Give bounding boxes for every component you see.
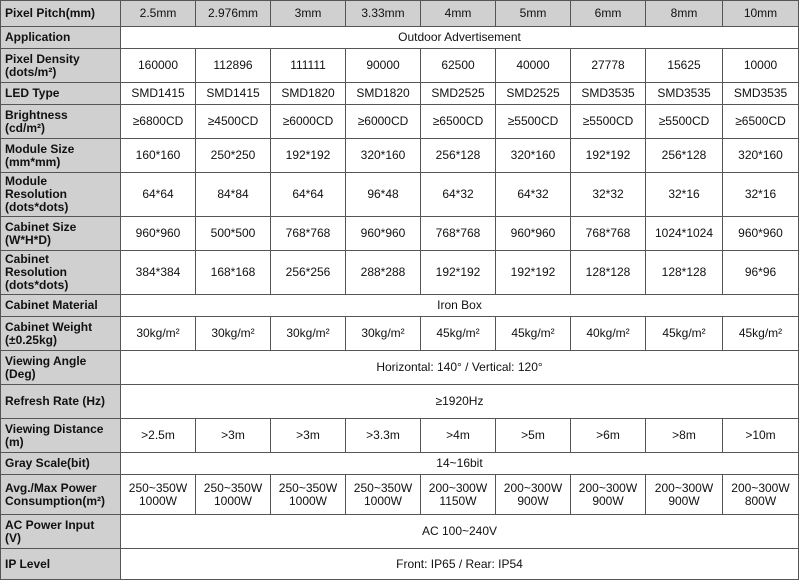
row-cabinet — [1, 251, 799, 295]
value-cell: >3.3m — [346, 419, 421, 453]
merged-value-cell: 14~16bit — [121, 453, 799, 475]
value-cell: ≥6000CD — [346, 105, 421, 139]
value-cell: 64*32 — [496, 173, 571, 217]
row-label: Module Size (mm*mm) — [1, 139, 121, 173]
value-cell: 10000 — [723, 49, 799, 83]
column-header: 6mm — [571, 1, 646, 27]
value-cell: ≥5500CD — [646, 105, 723, 139]
row-viewing-distance — [1, 419, 799, 453]
column-header: 2.5mm — [121, 1, 196, 27]
row-module — [1, 173, 799, 217]
value-cell: SMD3535 — [723, 83, 799, 105]
value-cell: SMD2525 — [496, 83, 571, 105]
row-label: Viewing Distance (m) — [1, 419, 121, 453]
value-cell: 111111 — [271, 49, 346, 83]
value-cell: 960*960 — [121, 217, 196, 251]
value-cell: 256*128 — [421, 139, 496, 173]
value-cell: 30kg/m² — [121, 317, 196, 351]
value-cell: 32*16 — [723, 173, 799, 217]
value-cell: 128*128 — [571, 251, 646, 295]
row-ac-power-input — [1, 515, 799, 549]
value-cell: SMD3535 — [571, 83, 646, 105]
value-cell: 200~300W 900W — [646, 475, 723, 515]
value-cell: 256*128 — [646, 139, 723, 173]
value-cell: 32*32 — [571, 173, 646, 217]
row-gray-scale-bit — [1, 453, 799, 475]
value-cell: SMD1415 — [196, 83, 271, 105]
value-cell: 250*250 — [196, 139, 271, 173]
value-cell: 45kg/m² — [421, 317, 496, 351]
row-label: Pixel Density (dots/m²) — [1, 49, 121, 83]
value-cell: SMD1415 — [121, 83, 196, 105]
value-cell: 96*96 — [723, 251, 799, 295]
column-header: 5mm — [496, 1, 571, 27]
value-cell: 30kg/m² — [271, 317, 346, 351]
row-label: AC Power Input (V) — [1, 515, 121, 549]
column-header: 8mm — [646, 1, 723, 27]
row-led-type — [1, 83, 799, 105]
value-cell: >3m — [196, 419, 271, 453]
value-cell: SMD3535 — [646, 83, 723, 105]
value-cell: 40000 — [496, 49, 571, 83]
value-cell: 250~350W 1000W — [121, 475, 196, 515]
value-cell: 32*16 — [646, 173, 723, 217]
value-cell: 250~350W 1000W — [271, 475, 346, 515]
row-ip-level — [1, 549, 799, 580]
value-cell: 160000 — [121, 49, 196, 83]
value-cell: 45kg/m² — [646, 317, 723, 351]
row-label: Pixel Pitch(mm) — [1, 1, 121, 27]
value-cell: >4m — [421, 419, 496, 453]
value-cell: 288*288 — [346, 251, 421, 295]
value-cell: 200~300W 900W — [571, 475, 646, 515]
column-header: 10mm — [723, 1, 799, 27]
row-label: Module Resolution (dots*dots) — [1, 173, 121, 217]
merged-value-cell: Front: IP65 / Rear: IP54 — [121, 549, 799, 580]
value-cell: 27778 — [571, 49, 646, 83]
value-cell: 200~300W 1150W — [421, 475, 496, 515]
value-cell: 960*960 — [723, 217, 799, 251]
value-cell: 128*128 — [646, 251, 723, 295]
value-cell: 30kg/m² — [346, 317, 421, 351]
row-viewing-angle — [1, 351, 799, 385]
value-cell: 384*384 — [121, 251, 196, 295]
row-label: Refresh Rate (Hz) — [1, 385, 121, 419]
value-cell: 90000 — [346, 49, 421, 83]
value-cell: 1024*1024 — [646, 217, 723, 251]
merged-value-cell: ≥1920Hz — [121, 385, 799, 419]
value-cell: 320*160 — [496, 139, 571, 173]
value-cell: >3m — [271, 419, 346, 453]
value-cell: 192*192 — [271, 139, 346, 173]
value-cell: >8m — [646, 419, 723, 453]
value-cell: ≥6500CD — [723, 105, 799, 139]
column-header: 3.33mm — [346, 1, 421, 27]
value-cell: 15625 — [646, 49, 723, 83]
value-cell: 250~350W 1000W — [346, 475, 421, 515]
row-label: Cabinet Weight (±0.25kg) — [1, 317, 121, 351]
row-label: Cabinet Size (W*H*D) — [1, 217, 121, 251]
value-cell: ≥6500CD — [421, 105, 496, 139]
value-cell: 84*84 — [196, 173, 271, 217]
row-label: Application — [1, 27, 121, 49]
value-cell: >6m — [571, 419, 646, 453]
column-header: 3mm — [271, 1, 346, 27]
value-cell: 45kg/m² — [723, 317, 799, 351]
value-cell: 768*768 — [421, 217, 496, 251]
value-cell: 30kg/m² — [196, 317, 271, 351]
value-cell: 200~300W 800W — [723, 475, 799, 515]
value-cell: 250~350W 1000W — [196, 475, 271, 515]
merged-value-cell: Iron Box — [121, 295, 799, 317]
value-cell: 96*48 — [346, 173, 421, 217]
value-cell: 768*768 — [571, 217, 646, 251]
row-refresh-rate-hz — [1, 385, 799, 419]
value-cell: ≥4500CD — [196, 105, 271, 139]
value-cell: 192*192 — [421, 251, 496, 295]
value-cell: >5m — [496, 419, 571, 453]
value-cell: 64*64 — [121, 173, 196, 217]
value-cell: 320*160 — [346, 139, 421, 173]
row-label: IP Level — [1, 549, 121, 580]
row-label: Viewing Angle (Deg) — [1, 351, 121, 385]
value-cell: 64*64 — [271, 173, 346, 217]
row-label: Cabinet Material — [1, 295, 121, 317]
value-cell: 64*32 — [421, 173, 496, 217]
row-cabinet-material — [1, 295, 799, 317]
merged-value-cell: AC 100~240V — [121, 515, 799, 549]
value-cell: 200~300W 900W — [496, 475, 571, 515]
value-cell: 160*160 — [121, 139, 196, 173]
value-cell: 168*168 — [196, 251, 271, 295]
row-label: Cabinet Resolution (dots*dots) — [1, 251, 121, 295]
value-cell: 960*960 — [346, 217, 421, 251]
value-cell: ≥5500CD — [496, 105, 571, 139]
value-cell: 192*192 — [571, 139, 646, 173]
row-brightness — [1, 105, 799, 139]
row-cabinet-weight — [1, 317, 799, 351]
merged-value-cell: Horizontal: 140° / Vertical: 120° — [121, 351, 799, 385]
value-cell: >10m — [723, 419, 799, 453]
column-header: 4mm — [421, 1, 496, 27]
row-application — [1, 27, 799, 49]
row-pixel-density — [1, 49, 799, 83]
value-cell: 256*256 — [271, 251, 346, 295]
value-cell: 960*960 — [496, 217, 571, 251]
value-cell: ≥5500CD — [571, 105, 646, 139]
value-cell: 40kg/m² — [571, 317, 646, 351]
value-cell: ≥6000CD — [271, 105, 346, 139]
row-label: Brightness (cd/m²) — [1, 105, 121, 139]
row-label: Avg./Max Power Consumption(m²) — [1, 475, 121, 515]
row-avg-max-power — [1, 475, 799, 515]
merged-value-cell: Outdoor Advertisement — [121, 27, 799, 49]
value-cell: >2.5m — [121, 419, 196, 453]
row-cabinet-size — [1, 217, 799, 251]
row-label: Gray Scale(bit) — [1, 453, 121, 475]
value-cell: 320*160 — [723, 139, 799, 173]
column-header: 2.976mm — [196, 1, 271, 27]
row-pixel-pitch-mm — [1, 1, 799, 27]
value-cell: 500*500 — [196, 217, 271, 251]
value-cell: 192*192 — [496, 251, 571, 295]
value-cell: SMD1820 — [271, 83, 346, 105]
value-cell: SMD1820 — [346, 83, 421, 105]
value-cell: 112896 — [196, 49, 271, 83]
value-cell: 768*768 — [271, 217, 346, 251]
value-cell: 45kg/m² — [496, 317, 571, 351]
row-module-size — [1, 139, 799, 173]
value-cell: 62500 — [421, 49, 496, 83]
value-cell: ≥6800CD — [121, 105, 196, 139]
row-label: LED Type — [1, 83, 121, 105]
value-cell: SMD2525 — [421, 83, 496, 105]
